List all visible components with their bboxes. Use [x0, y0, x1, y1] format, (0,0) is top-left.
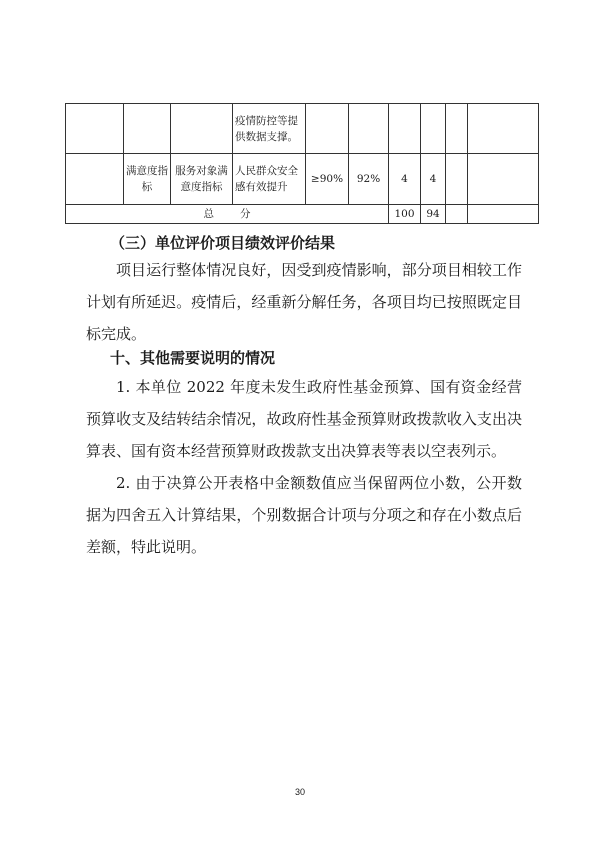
body-paragraph: 项目运行整体情况良好，因受到疫情影响，部分项目相较工作计划有所延迟。疫情后，经重新分解任务，各项目均已按照既定目标完成。	[86, 261, 522, 343]
indicator-cell: 疫情防控等提供数据支撑。	[233, 104, 306, 154]
indicator-cell: 人民群众安全感有效提升	[233, 154, 306, 205]
section-heading: 十、其他需要说明的情况	[110, 349, 276, 367]
body-paragraph: 1. 本单位 2022 年度未发生政府性基金预算、国有资金经营预算收支及结转结余情况，故政府性基金预算财政拨款收入支出决算表、国有资本经营预算财政拨款支出决算表等表以空表列示。	[86, 378, 522, 460]
table-total-row	[66, 205, 539, 224]
total-label-cell: 总 分	[66, 205, 389, 224]
score-cell: 4	[421, 154, 446, 205]
weight-cell: 4	[389, 154, 421, 205]
level3-indicator-cell: 服务对象满意度指标	[171, 154, 233, 205]
total-weight-cell: 100	[389, 205, 421, 224]
page-number: 30	[294, 787, 305, 797]
target-value-cell: ≥90%	[306, 154, 349, 205]
actual-value-cell: 92%	[349, 154, 389, 205]
body-paragraph: 2. 由于决算公开表格中金额数值应当保留两位小数，公开数据为四舍五入计算结果，个别数据合计项与分项之和存在小数点后差额，特此说明。	[86, 474, 522, 556]
table-row	[66, 154, 539, 205]
total-score-cell: 94	[421, 205, 446, 224]
table-row	[66, 104, 539, 154]
performance-table	[65, 103, 539, 224]
level2-indicator-cell: 满意度指标	[124, 154, 171, 205]
section-heading: （三）单位评价项目绩效评价结果	[110, 234, 336, 252]
